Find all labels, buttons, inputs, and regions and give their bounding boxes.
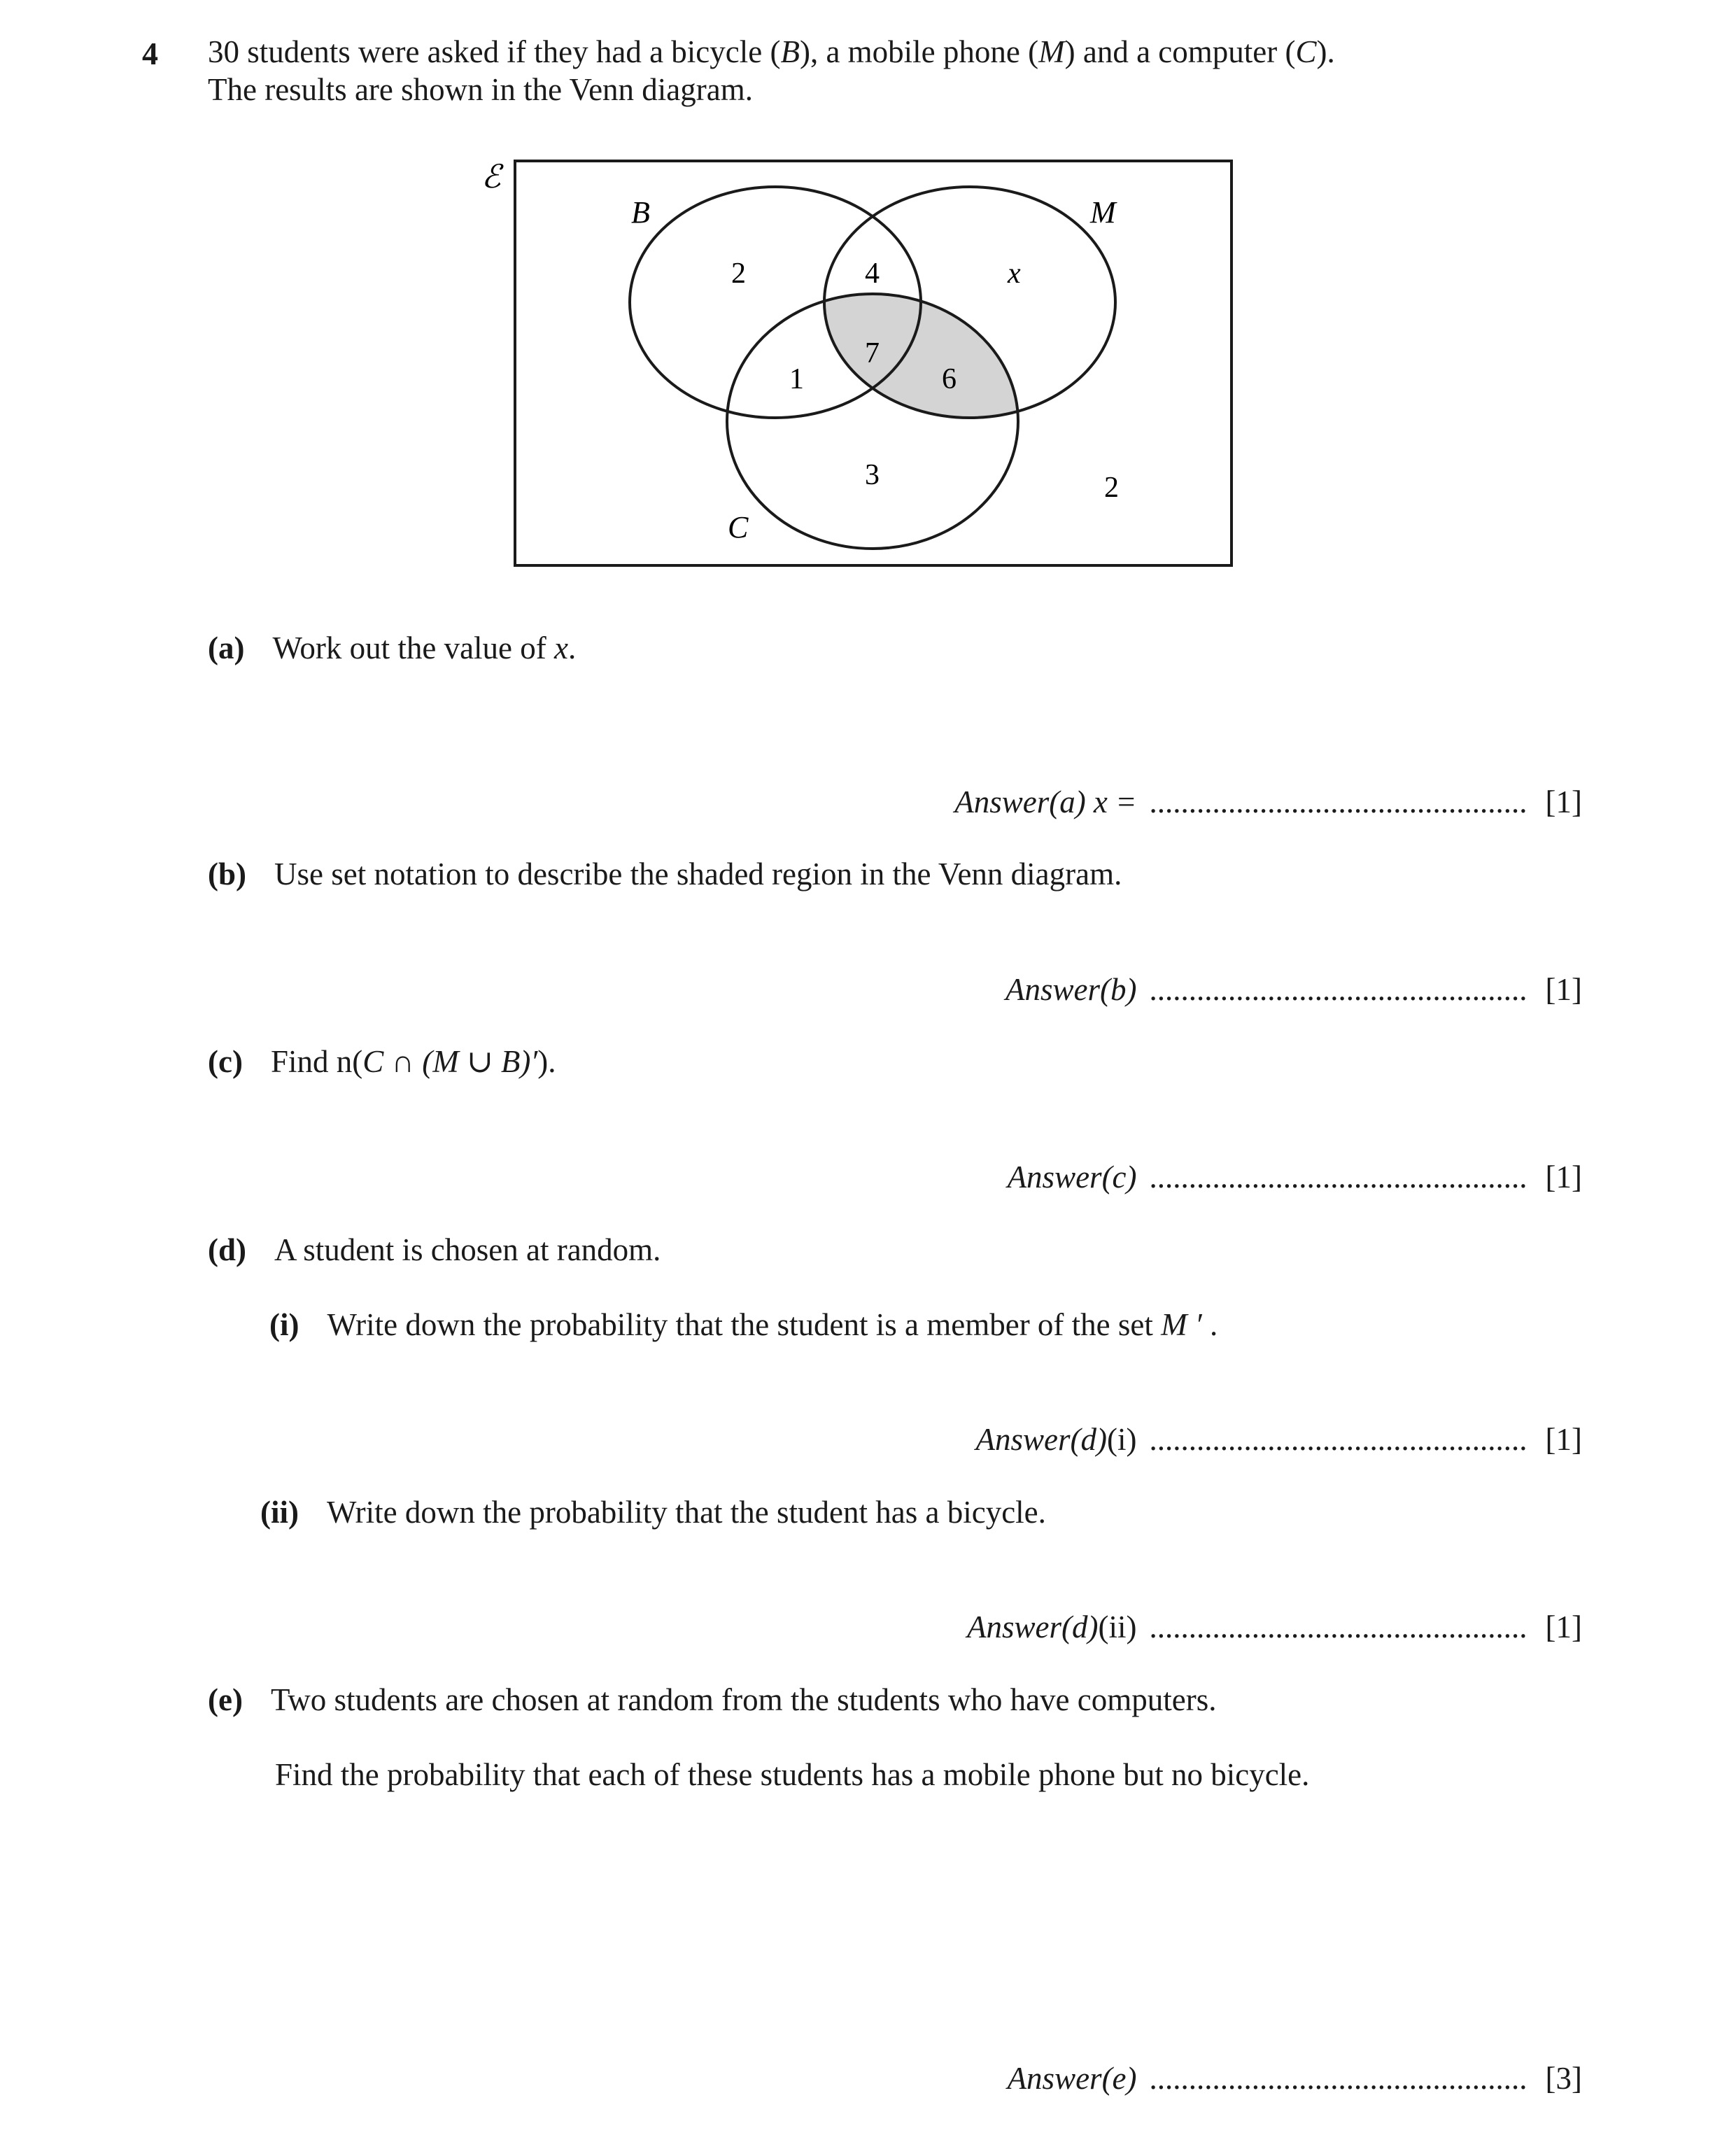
- part-c-text-end: ).: [537, 1044, 556, 1079]
- question-number: 4: [142, 36, 158, 71]
- var-b: B: [780, 34, 800, 69]
- var-m-complement: M ′: [1161, 1307, 1202, 1342]
- region-m-and-c-only: 6: [942, 363, 957, 395]
- answer-e-field[interactable]: ................................................: [1149, 2061, 1527, 2096]
- answer-d-ii-field[interactable]: ................................................: [1149, 1609, 1527, 1644]
- var-c: C: [1295, 34, 1317, 69]
- region-b-and-m-only: 4: [865, 258, 880, 290]
- answer-e-label: Answer(e): [1007, 2061, 1137, 2096]
- part-c-text: Find n(: [270, 1044, 363, 1079]
- answer-b-row: [1005, 971, 1582, 1008]
- part-d-i-label: (i): [269, 1307, 299, 1342]
- intro-text: ) and a computer (: [1064, 34, 1296, 69]
- part-d-question: [208, 1234, 661, 1266]
- part-a-text: Work out the value of: [272, 630, 555, 665]
- part-c-question: [208, 1046, 556, 1078]
- part-e-label: (e): [208, 1682, 243, 1717]
- part-d-ii-question: [260, 1497, 1046, 1528]
- var-x: x: [554, 630, 568, 665]
- answer-a-row: [954, 784, 1582, 820]
- universal-symbol: ℰ: [481, 159, 501, 195]
- answer-c-label: Answer(c): [1007, 1160, 1137, 1195]
- part-b-text: Use set notation to describe the shaded region in the Venn diagram.: [274, 857, 1122, 892]
- answer-b-field[interactable]: ................................................: [1149, 972, 1527, 1007]
- part-b-question: [208, 859, 1122, 890]
- part-d-i-text: Write down the probability that the student is a member of the set: [327, 1307, 1162, 1342]
- answer-d-ii-row: [967, 1609, 1582, 1645]
- region-b-m-c: 7: [865, 337, 880, 369]
- region-m-only: x: [1008, 258, 1021, 290]
- part-d-ii-text: Write down the probability that the student has a bicycle.: [326, 1495, 1046, 1530]
- answer-a-marks: [1]: [1545, 784, 1582, 819]
- part-b-label: (b): [208, 857, 246, 892]
- answer-c-marks: [1]: [1545, 1160, 1582, 1195]
- part-a-text-end: .: [568, 630, 577, 665]
- answer-e-row: [1008, 2060, 1582, 2097]
- part-e-question: [208, 1684, 1216, 1716]
- answer-d-i-marks: [1]: [1545, 1422, 1582, 1457]
- part-a-label: (a): [208, 630, 245, 665]
- intro-text: ), a mobile phone (: [799, 34, 1039, 69]
- venn-diagram: [0, 0, 1736, 630]
- region-outside: 2: [1104, 472, 1119, 504]
- answer-e-marks: [3]: [1545, 2061, 1582, 2096]
- set-m-label: M: [1090, 195, 1116, 230]
- answer-d-i-field[interactable]: ................................................: [1149, 1422, 1527, 1457]
- part-c-label: (c): [208, 1044, 243, 1079]
- intro-text: ).: [1316, 34, 1335, 69]
- part-e-text-2: Find the probability that each of these students has a mobile phone but no bicycle.: [275, 1757, 1310, 1792]
- region-c-only: 3: [865, 459, 880, 491]
- answer-a-field[interactable]: ................................................: [1149, 784, 1527, 819]
- part-a-question: [208, 630, 577, 665]
- intro-line-2: The results are shown in the Venn diagram.: [208, 72, 753, 107]
- part-d-label: (d): [208, 1232, 246, 1267]
- part-d-text: A student is chosen at random.: [274, 1232, 661, 1267]
- region-b-and-c-only: 1: [789, 363, 804, 395]
- answer-c-field[interactable]: ................................................: [1149, 1160, 1527, 1195]
- answer-b-marks: [1]: [1545, 972, 1582, 1007]
- part-c-expression: C ∩ (M ∪ B)′: [362, 1044, 538, 1079]
- region-b-only: 2: [731, 258, 746, 290]
- answer-d-ii-suffix: (ii): [1098, 1609, 1137, 1644]
- answer-d-ii-label: Answer(d): [967, 1609, 1099, 1644]
- part-d-i-text-end: .: [1201, 1307, 1218, 1342]
- part-d-i-question: [269, 1309, 1218, 1341]
- part-e-text-1: Two students are chosen at random from the students who have computers.: [270, 1682, 1217, 1717]
- answer-a-label: Answer(a) x =: [954, 784, 1137, 819]
- answer-b-label: Answer(b): [1005, 972, 1137, 1007]
- answer-d-ii-marks: [1]: [1545, 1609, 1582, 1644]
- answer-d-i-suffix: (i): [1107, 1422, 1137, 1457]
- answer-d-i-row: [976, 1421, 1582, 1458]
- var-m: M: [1038, 34, 1065, 69]
- answer-d-i-label: Answer(d): [975, 1422, 1108, 1457]
- intro-text: 30 students were asked if they had a bicycle (: [208, 34, 781, 69]
- answer-c-row: [1008, 1159, 1582, 1195]
- part-d-ii-label: (ii): [260, 1495, 299, 1530]
- set-c-label: C: [728, 510, 749, 544]
- set-b-label: B: [631, 195, 650, 230]
